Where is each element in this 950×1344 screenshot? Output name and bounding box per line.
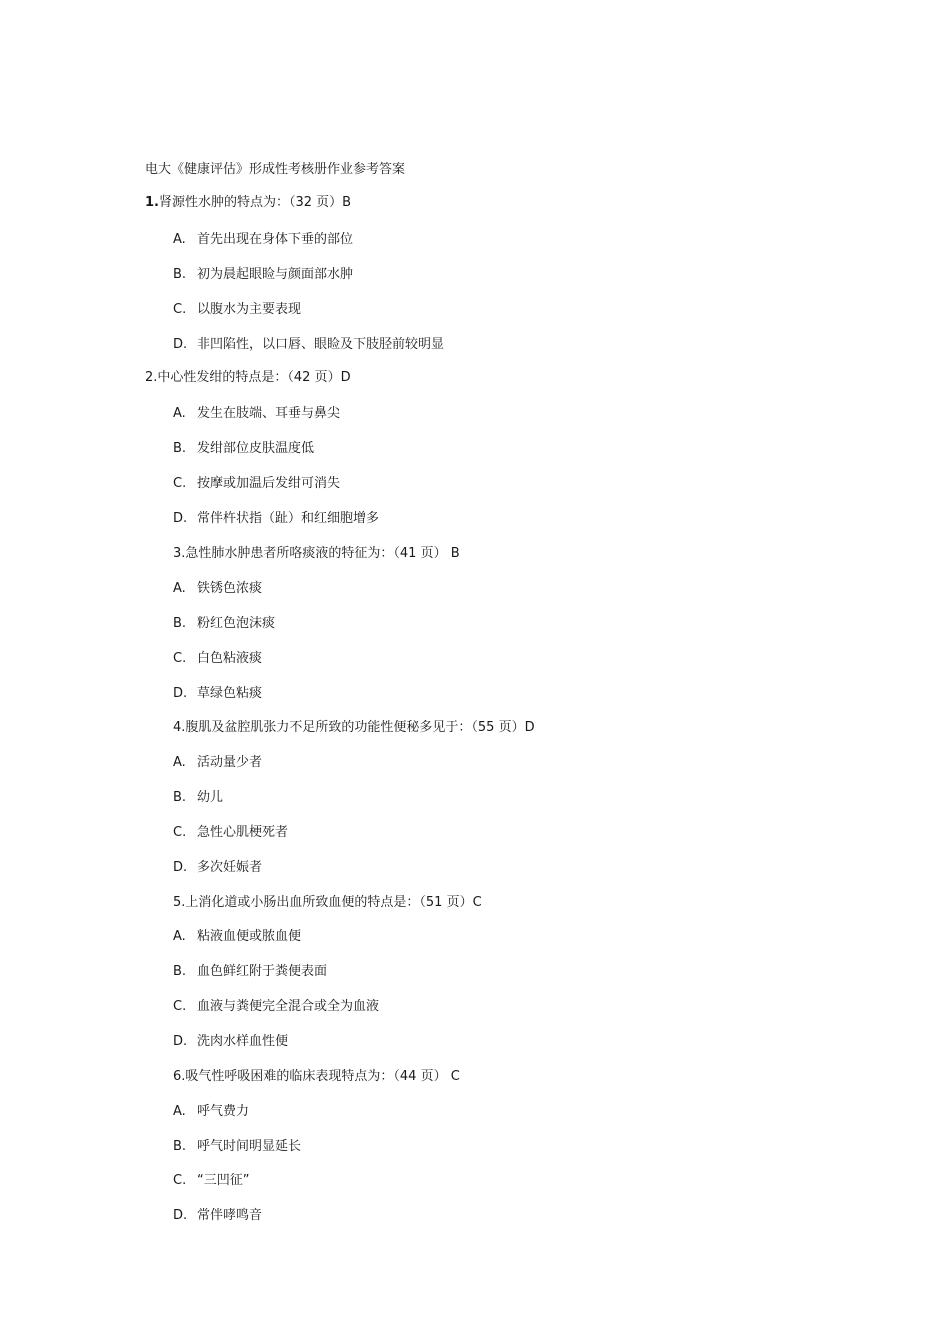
- option-4a: [173, 754, 262, 772]
- option-letter: B.: [173, 790, 187, 805]
- question-1: [145, 194, 351, 212]
- option-text: 以腹水为主要表现: [197, 302, 302, 317]
- option-text: 按摩或加温后发绀可消失: [197, 476, 341, 491]
- question-2: [145, 369, 351, 387]
- option-letter: C.: [173, 999, 187, 1014]
- option-1b: [173, 266, 353, 284]
- question-number: 2.: [145, 370, 158, 385]
- option-text: 洗肉水样血性便: [197, 1034, 289, 1049]
- option-5c: [173, 998, 379, 1016]
- option-text: 铁锈色浓痰: [197, 581, 263, 596]
- option-4d: [173, 859, 262, 877]
- question-number: 1.: [145, 195, 159, 210]
- question-number: 3.: [173, 546, 186, 561]
- question-stem: 急性肺水肿患者所咯痰液的特征为：（41 页） B: [185, 546, 460, 561]
- option-letter: D.: [173, 337, 188, 352]
- option-5a: [173, 928, 301, 946]
- option-text: 呼气费力: [197, 1104, 250, 1119]
- option-text: 活动量少者: [197, 755, 263, 770]
- option-4c: [173, 824, 288, 842]
- option-text: 常伴哮鸣音: [197, 1208, 263, 1223]
- question-6: [173, 1068, 460, 1086]
- option-text: 首先出现在身体下垂的部位: [197, 232, 354, 247]
- option-text: 非凹陷性，以口唇、眼睑及下肢胫前较明显: [197, 337, 445, 352]
- question-stem: 中心性发绀的特点是：（42 页）D: [157, 370, 351, 385]
- option-1a: [173, 231, 353, 249]
- option-text: 草绿色粘痰: [197, 686, 263, 701]
- option-letter: B.: [173, 964, 187, 979]
- question-number: 5.: [173, 895, 186, 910]
- question-number: 6.: [173, 1069, 186, 1084]
- option-text: 急性心肌梗死者: [197, 825, 289, 840]
- option-letter: A.: [173, 581, 186, 596]
- option-6a: [173, 1103, 249, 1121]
- option-5b: [173, 963, 327, 981]
- option-text: 幼儿: [197, 790, 224, 805]
- option-text: 常伴杵状指（趾）和红细胞增多: [197, 511, 380, 526]
- question-stem: 腹肌及盆腔肌张力不足所致的功能性便秘多见于：（55 页）D: [185, 720, 535, 735]
- question-5: [173, 894, 482, 912]
- option-3d: [173, 685, 262, 703]
- option-text: 粘液血便或脓血便: [197, 929, 302, 944]
- question-stem: 吸气性呼吸困难的临床表现特点为：（44 页） C: [185, 1069, 460, 1084]
- option-letter: D.: [173, 511, 188, 526]
- option-letter: B.: [173, 267, 187, 282]
- option-text: 发绀部位皮肤温度低: [197, 441, 315, 456]
- option-letter: D.: [173, 686, 188, 701]
- question-stem: 肾源性水肿的特点为：（32 页）B: [158, 195, 352, 210]
- option-text: 血色鲜红附于粪便表面: [197, 964, 328, 979]
- option-text: “三凹征”: [197, 1173, 250, 1188]
- option-letter: B.: [173, 441, 187, 456]
- option-text: 多次妊娠者: [197, 860, 263, 875]
- option-4b: [173, 789, 223, 807]
- question-3: [173, 545, 460, 563]
- option-letter: D.: [173, 1208, 188, 1223]
- option-letter: C.: [173, 302, 187, 317]
- option-text: 粉红色泡沫痰: [197, 616, 276, 631]
- option-6d: [173, 1207, 262, 1225]
- option-2b: [173, 440, 314, 458]
- option-text: 白色粘液痰: [197, 651, 263, 666]
- option-text: 呼气时间明显延长: [197, 1139, 302, 1154]
- option-3a: [173, 580, 262, 598]
- option-letter: A.: [173, 406, 186, 421]
- option-letter: C.: [173, 476, 187, 491]
- option-1d: [173, 336, 444, 354]
- option-2c: [173, 475, 340, 493]
- option-letter: A.: [173, 755, 186, 770]
- option-letter: C.: [173, 825, 187, 840]
- option-letter: B.: [173, 616, 187, 631]
- option-6b: [173, 1138, 301, 1156]
- option-text: 初为晨起眼睑与颜面部水肿: [197, 267, 354, 282]
- option-5d: [173, 1033, 288, 1051]
- option-2a: [173, 405, 340, 423]
- option-letter: A.: [173, 929, 186, 944]
- option-letter: C.: [173, 651, 187, 666]
- option-2d: [173, 510, 379, 528]
- question-stem: 上消化道或小肠出血所致血便的特点是：（51 页）C: [185, 895, 482, 910]
- option-text: 发生在肢端、耳垂与鼻尖: [197, 406, 341, 421]
- option-letter: A.: [173, 1104, 186, 1119]
- option-letter: D.: [173, 1034, 188, 1049]
- question-number: 4.: [173, 720, 186, 735]
- option-text: 血液与粪便完全混合或全为血液: [197, 999, 380, 1014]
- option-6c: [173, 1172, 249, 1190]
- option-3b: [173, 615, 275, 633]
- question-4: [173, 719, 535, 737]
- option-letter: B.: [173, 1139, 187, 1154]
- option-1c: [173, 301, 301, 319]
- option-letter: C.: [173, 1173, 187, 1188]
- option-letter: A.: [173, 232, 186, 247]
- option-3c: [173, 650, 262, 668]
- document-title: 电大《健康评估》形成性考核册作业参考答案: [145, 162, 406, 177]
- option-letter: D.: [173, 860, 188, 875]
